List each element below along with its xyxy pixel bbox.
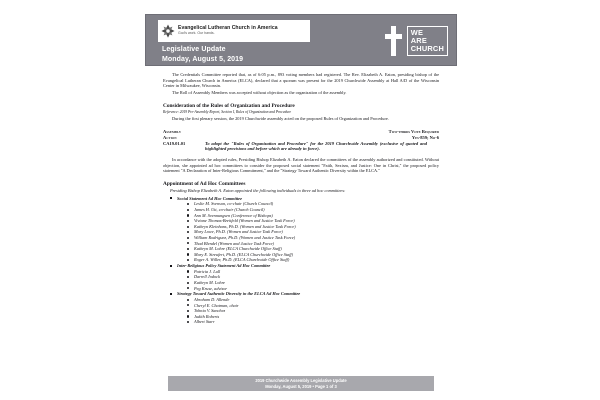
member-name: Judith Roberts bbox=[194, 313, 220, 319]
member-name: Albert Starr bbox=[194, 319, 215, 325]
committee-member-list bbox=[177, 269, 439, 291]
committee-member-list bbox=[177, 201, 439, 263]
action-text: To adopt the "Rules of Organization and Procedure" for the 2019 Churchwide Assembly (exclusive of quoted and highlighted provisions and before which are already in force). bbox=[205, 140, 427, 152]
section-reference: Reference: 2019 Pre-Assembly Report, Section I, Rules of Organization and Procedure bbox=[163, 109, 292, 114]
circle-bullet-icon bbox=[187, 287, 189, 289]
committee-name: Inter-Religious Policy Statement Ad Hoc Committee bbox=[177, 262, 271, 268]
member-name: Peg Kruse, advisor bbox=[194, 285, 228, 291]
section-rules-paragraph: During the first plenary session, the 2019 Churchwide assembly acted on the proposed Rules of Organization and Procedure. bbox=[172, 115, 389, 121]
logo-text-group bbox=[178, 26, 278, 36]
we-are-church-box bbox=[407, 26, 448, 57]
committee-name: Social Statement Ad Hoc Committee bbox=[177, 195, 242, 201]
vote-result: Yes-859; No-6 bbox=[411, 135, 439, 141]
elca-cross-logo-icon bbox=[161, 24, 175, 38]
circle-bullet-icon bbox=[187, 226, 189, 228]
circle-bullet-icon bbox=[187, 259, 189, 261]
committee-item bbox=[177, 263, 439, 291]
committee-member-item bbox=[194, 319, 439, 325]
circle-bullet-icon bbox=[187, 242, 189, 244]
organization-name: Evangelical Lutheran Church in America bbox=[178, 25, 278, 32]
member-name: William Rodriguez, Ph.D. (Women and Justice Task Force) bbox=[194, 235, 296, 240]
member-name: Abraham D. Allende bbox=[194, 296, 230, 302]
assembly-action-block bbox=[163, 129, 439, 152]
member-name: Mary Lowe, Ph.D. (Women and Justice Task Force) bbox=[194, 229, 283, 235]
assembly-label: Assembly bbox=[163, 129, 182, 135]
vote-required-label: Two-thirds Vote Required bbox=[388, 129, 439, 135]
organization-tagline: God's work. Our hands. bbox=[178, 31, 215, 36]
member-name: Thad Blendel (Women and Justice Task Force) bbox=[194, 240, 274, 246]
action-label: Action bbox=[163, 135, 177, 141]
circle-bullet-icon bbox=[187, 315, 189, 317]
wac-line-1: WE bbox=[410, 27, 424, 37]
circle-bullet-icon bbox=[187, 276, 189, 278]
circle-bullet-icon bbox=[187, 203, 189, 205]
member-name: Roger A. Willer, Ph.D. (ELCA Churchwide Office Staff) bbox=[194, 257, 290, 263]
circle-bullet-icon bbox=[187, 282, 189, 284]
wac-line-2: ARE bbox=[410, 35, 427, 45]
action-id: CA19.01.01 bbox=[163, 140, 186, 146]
circle-bullet-icon bbox=[187, 237, 189, 239]
circle-bullet-icon bbox=[187, 214, 189, 216]
section-heading-adhoc: Appointment of Ad Hoc Committees bbox=[163, 180, 246, 187]
square-bullet-icon bbox=[170, 197, 172, 199]
circle-bullet-icon bbox=[187, 231, 189, 233]
square-bullet-icon bbox=[170, 265, 172, 267]
header-band bbox=[145, 14, 457, 66]
member-name: Patricia J. Lull bbox=[194, 268, 221, 274]
intro-paragraph-1: The Credentials Committee reported that, as of 6:05 p.m., 893 voting members had registered. The Rev. Elizabeth A. Eaton, presiding bishop of the Evangelical Lutheran Church in America (ELCA), declared that a quorum was present for the 2019 Churchwide Assembly at Hall A/D of the Wisconsin Center in Milwaukee, Wisconsin. bbox=[163, 72, 439, 89]
committee-list bbox=[163, 196, 439, 325]
circle-bullet-icon bbox=[187, 321, 189, 323]
footer-page-info: Monday, August 5, 2019 • Page 1 of 3 bbox=[265, 383, 337, 389]
committee-member-list bbox=[177, 297, 439, 325]
action-detail-row bbox=[163, 141, 439, 152]
circle-bullet-icon bbox=[187, 310, 189, 312]
circle-bullet-icon bbox=[187, 209, 189, 211]
committee-name: Strategy Toward Authentic Diversity in the ELCA Ad Hoc Committee bbox=[177, 291, 301, 297]
document-title: Legislative Update bbox=[162, 46, 226, 53]
footer-band bbox=[168, 376, 434, 391]
circle-bullet-icon bbox=[187, 248, 189, 250]
circle-bullet-icon bbox=[187, 304, 189, 306]
document-title-block bbox=[162, 45, 243, 64]
cross-icon bbox=[385, 26, 402, 56]
member-name: Darrell Jodock bbox=[194, 274, 220, 280]
footer-title: 2019 Churchwide Assembly Legislative Update bbox=[255, 378, 347, 383]
circle-bullet-icon bbox=[187, 270, 189, 272]
committee-item bbox=[177, 196, 439, 263]
section-heading-rules: Consideration of the Rules of Organization and Procedure bbox=[163, 102, 295, 109]
adhoc-intro-line: Presiding Bishop Elizabeth A. Eaton appointed the following individuals to three ad hoc committees: bbox=[170, 188, 346, 194]
document-date: Monday, August 5, 2019 bbox=[162, 55, 244, 63]
intro-paragraph-2: The Roll of Assembly Members was accepted without objection as the organization of the assembly. bbox=[172, 90, 347, 96]
member-name: Tohnia V. Sanchez bbox=[194, 308, 226, 314]
document-page bbox=[140, 0, 460, 400]
member-name: Ann M. Svennungsen (Conference of Bishops) bbox=[194, 212, 273, 218]
committee-item bbox=[177, 291, 439, 325]
member-name: Leslie M. Svenson, co-chair (Church Council) bbox=[194, 201, 274, 207]
circle-bullet-icon bbox=[187, 220, 189, 222]
circle-bullet-icon bbox=[187, 253, 189, 255]
elca-logo-lockup bbox=[158, 20, 310, 42]
member-name: James H. Utt, co-chair (Church Council) bbox=[194, 207, 265, 213]
we-are-church-lockup bbox=[385, 19, 448, 63]
member-name: Kathryn M. Lohre bbox=[194, 279, 225, 285]
document-body bbox=[163, 72, 439, 325]
member-name: Viviane Thomas-Breitfeld (Women and Justice Task Force) bbox=[194, 218, 295, 224]
member-name: Cheryl E. Chatman, chair bbox=[194, 302, 239, 308]
member-name: Mary E. Streufert, Ph.D. (ELCA Churchwide Office Staff) bbox=[194, 251, 294, 257]
square-bullet-icon bbox=[170, 293, 172, 295]
committees-authorization-paragraph: In accordance with the adopted rules, Presiding Bishop Elizabeth A. Eaton declared the committees of the assembly authorized and constituted. Without objection, she appointed ad hoc committees to consider the proposed social statement "Faith, Sexism, and Justice: One in Christ," the proposed policy statement "A Declaration of Inter-Religious Commitment," and the "Strategy Toward Authentic Diversity within the ELCA." bbox=[163, 157, 439, 174]
circle-bullet-icon bbox=[187, 299, 189, 301]
member-name: Kathryn Kleinhans, Ph.D. (Women and Justice Task Force) bbox=[194, 223, 296, 229]
member-name: Kathryn M. Lohre (ELCA Churchwide Office Staff) bbox=[194, 246, 282, 252]
wac-line-3: CHURCH bbox=[410, 44, 444, 54]
